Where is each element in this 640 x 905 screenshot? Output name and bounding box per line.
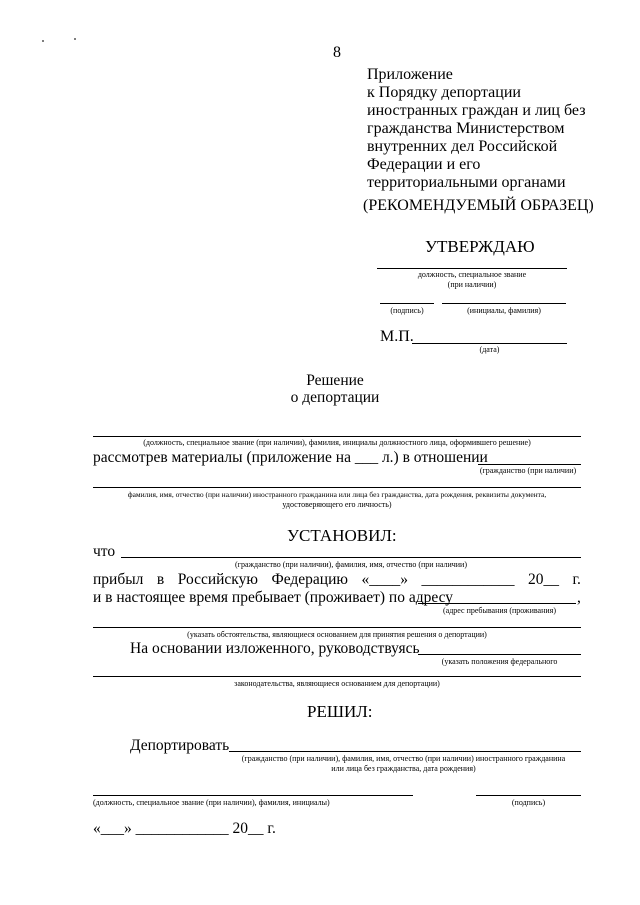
footer-official-caption: (должность, специальное звание (при наличии), фамилия, инициалы) xyxy=(93,798,330,807)
citizenship-caption: (гражданство (при наличии) xyxy=(479,466,577,475)
position-caption: должность, специальное звание xyxy=(417,270,527,279)
footer-signature-line xyxy=(476,795,581,796)
person-line xyxy=(93,487,581,488)
residence-comma: , xyxy=(577,589,581,606)
person-caption-2: удостоверяющего его личность) xyxy=(282,500,392,509)
appendix-block xyxy=(367,66,586,192)
decision-title-line2: о депортации xyxy=(290,389,380,406)
appendix-line: территориальными органами xyxy=(367,174,566,191)
position-line xyxy=(377,268,567,269)
footer-official-line xyxy=(93,795,413,796)
decision-title xyxy=(240,372,430,406)
basis-text: На основании изложенного, руководствуясь xyxy=(130,640,420,657)
appendix-line: внутренних дел Российской xyxy=(367,138,558,155)
arrived-month: ____________ xyxy=(421,571,515,588)
official-line xyxy=(93,436,581,437)
address-caption: (адрес пребывания (проживания) xyxy=(442,606,556,615)
signature-caption: (подпись) xyxy=(390,306,424,315)
arrived-word: в xyxy=(156,571,165,588)
date-line xyxy=(412,343,567,344)
appendix-line: Федерации и его xyxy=(367,156,481,173)
arrived-word: Российскую xyxy=(177,571,258,588)
appendix-line: иностранных граждан и лиц без xyxy=(367,102,586,119)
deport-text: Депортировать xyxy=(130,737,230,754)
deport-line xyxy=(229,751,581,752)
that-caption: (гражданство (при наличии), фамилия, имя, отчество (при наличии) xyxy=(235,560,467,569)
law-line xyxy=(93,676,581,677)
arrived-word: прибыл xyxy=(93,571,144,588)
arrived-year-suffix: г. xyxy=(572,571,581,588)
sample-label: (РЕКОМЕНДУЕМЫЙ ОБРАЗЕЦ) xyxy=(363,197,594,214)
arrived-word: Федерацию xyxy=(271,571,348,588)
person-caption: фамилия, имя, отчество (при наличии) иностранного гражданина или лица без гражданства, дата рождения, реквизиты документа, xyxy=(127,490,547,499)
seal-label: М.П. xyxy=(380,328,414,345)
reviewed-text: рассмотрев материалы (приложение на ___ л.) в отношении xyxy=(93,449,488,466)
appendix-line: к Порядку депортации xyxy=(367,84,521,101)
scan-speck xyxy=(74,38,76,40)
circumstances-caption: (указать обстоятельства, являющиеся основанием для принятия решения о депортации) xyxy=(187,630,487,639)
basis-line xyxy=(418,654,581,655)
decision-title-line1: Решение xyxy=(306,372,364,389)
basis-caption: (указать положения федерального xyxy=(441,657,558,666)
official-caption: (должность, специальное звание (при наличии), фамилия, инициалы должностного лица, оформившего решение) xyxy=(143,438,531,447)
deport-caption-2: или лица без гражданства, дата рождения) xyxy=(331,764,476,773)
appendix-line: Приложение xyxy=(367,66,453,83)
circumstances-line xyxy=(93,627,581,628)
date-caption: (дата) xyxy=(479,345,500,354)
signature-line xyxy=(380,303,434,304)
initials-caption: (инициалы, фамилия) xyxy=(467,306,541,315)
decided-title: РЕШИЛ: xyxy=(307,702,373,721)
position-caption-2: (при наличии) xyxy=(447,280,497,289)
footer-signature-caption: (подпись) xyxy=(511,798,546,807)
deport-caption: (гражданство (при наличии), фамилия, имя, отчество (при наличии) иностранного гражданина xyxy=(241,754,566,763)
established-title: УСТАНОВИЛ: xyxy=(287,526,397,545)
approval-title: УТВЕРЖДАЮ xyxy=(425,237,535,256)
arrived-day: «____» xyxy=(361,571,408,588)
page-number: 8 xyxy=(333,44,341,61)
scan-speck xyxy=(42,40,44,42)
citizenship-line xyxy=(478,464,581,465)
footer-date: «___» ____________ 20__ г. xyxy=(93,820,276,837)
address-line xyxy=(418,603,576,604)
appendix-line: гражданства Министерством xyxy=(367,120,565,137)
arrived-year: 20__ xyxy=(527,571,559,588)
that-label: что xyxy=(93,543,116,560)
that-line xyxy=(121,557,581,558)
arrived-line xyxy=(93,571,581,588)
basis-caption-2: законодательства, являющиеся основанием для депортации) xyxy=(234,679,440,688)
initials-line xyxy=(442,303,566,304)
residence-text: и в настоящее время пребывает (проживает) по адресу xyxy=(93,589,454,606)
